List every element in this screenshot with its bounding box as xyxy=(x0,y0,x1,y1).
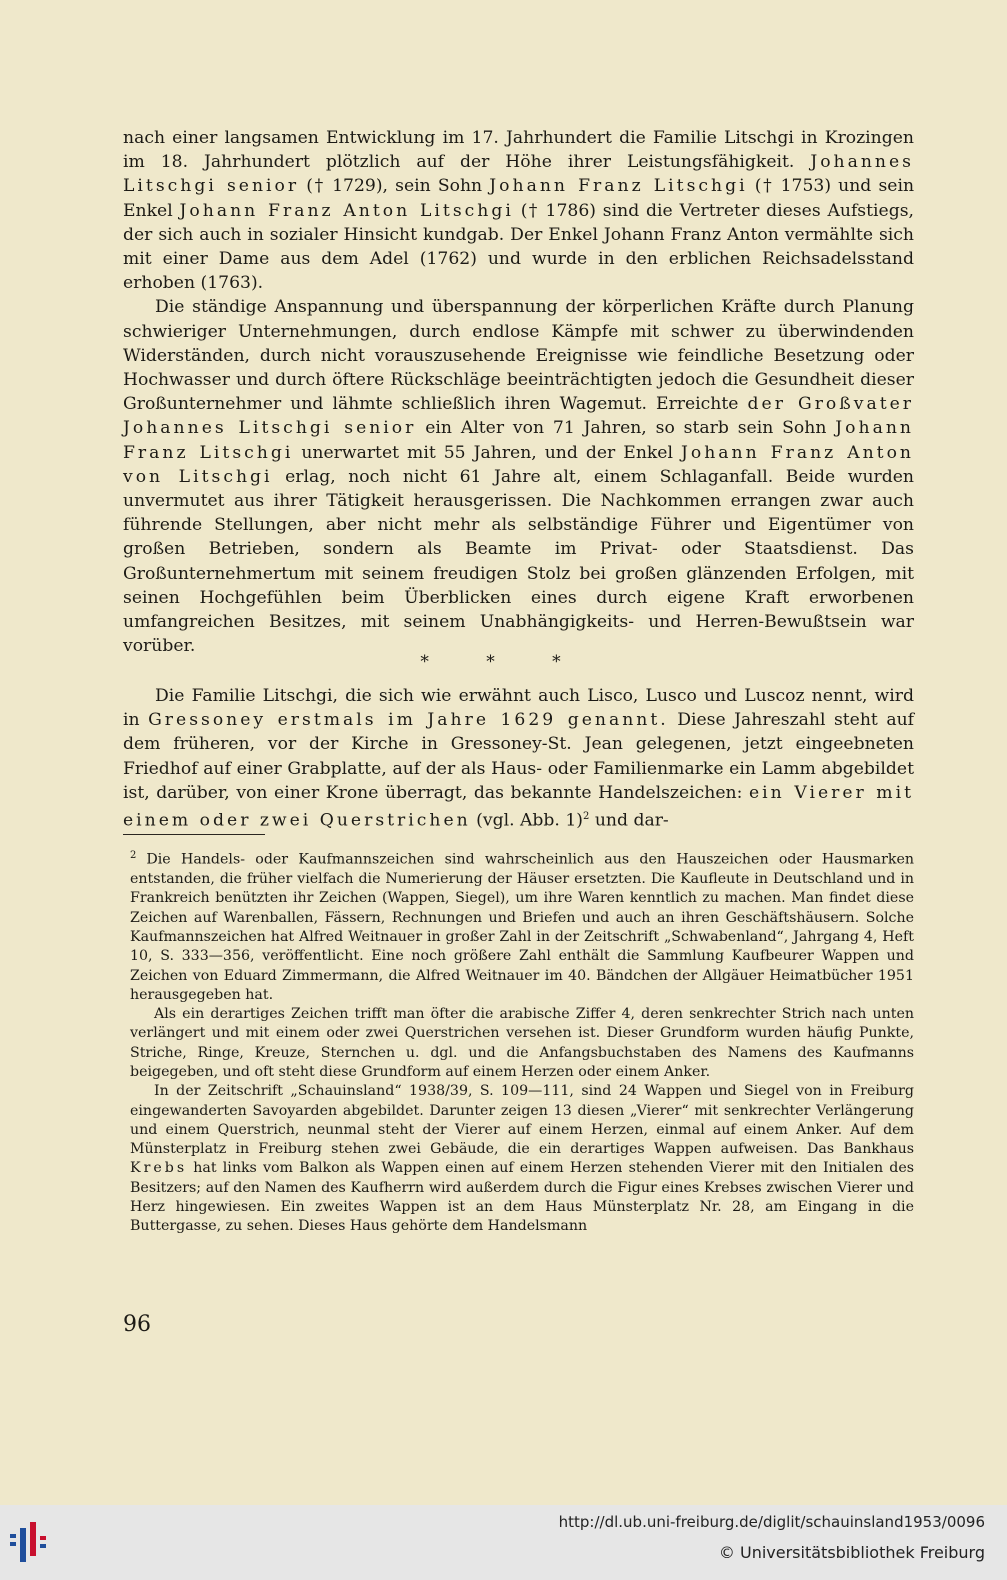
main-text-block-2 xyxy=(123,684,914,833)
footnote: $^2$ Die Handels- oder Kaufmannszeichen sind wahrscheinlich aus den Hauszeichen oder Hausmarken entstanden, die früher vielfach die Numerierung der Häuser ersetzten. Die Kaufleute in Deutschland und in Frankreich benützten ihr Zeichen (Wappen, Siegel), um ihre Waren kenntlich zu machen. Man findet diese Zeichen auf Warenballen, Fässern, Rechnungen und Briefen und auch an ihren Geschäftshäusern. Solche Kaufmannszeichen hat Alfred Weitnauer in großer Zahl in der Zeitschrift „Schwabenland“, Jahrgang 4, Heft 10, S. 333—356, veröffentlicht. Eine noch größere Zahl enthält die Sammlung Kaufbeurer Wappen und Zeichen von Eduard Zimmermann, die Alfred Weitnauer im 40. Bändchen der Allgäuer Heimatbücher 1951 herausgegeben hat. xyxy=(130,850,914,1003)
paragraph: Die ständige Anspannung und überspannung der körperlichen Kräfte durch Planung schwieriger Unternehmungen, durch endlose Kämpfe mit schwer zu überwindenden Widerständen, durch nicht vorauszusehende Ereignisse wie feindliche Besetzung oder Hochwasser und durch öftere Rückschläge beeinträchtigten jedoch die Gesundheit dieser Großunternehmer und lähmte schließlich ihren Wagemut. Erreichte der Großvater Johannes Litschgi senior ein Alter von 71 Jahren, so starb sein Sohn Johann Franz Litschgi unerwartet mit 55 Jahren, und der Enkel Johann Franz Anton von Litschgi erlag, noch nicht 61 Jahre alt, einem Schlaganfall. Beide wurden unvermutet aus ihrer Tätigkeit herausgerissen. Die Nachkommen errangen zwar auch führende Stellungen, aber nicht mehr als selbständige Führer und Eigentümer von großen Betrieben, sondern als Beamte im Privat- oder Staatsdienst. Das Großunternehmertum mit seinem freudigen Stolz bei großen glänzenden Erfolgen, mit seinen Hochgefühlen beim Überblicken eines durch eigene Kraft erworbenen umfangreichen Besitzes, mit seinem Unabhängigkeits- und Herren-Bewußtsein war vorüber. xyxy=(123,297,914,657)
footnote-paragraph: In der Zeitschrift „Schauinsland“ 1938/39, S. 109—111, sind 24 Wappen und Siegel von in Freiburg eingewanderten Savoyarden abgebildet. Darunter zeigen 13 diesen „Vierer“ mit senkrechter Verlängerung und einem Querstrich, neunmal steht der Vierer auf einem Herzen, einmal auf einem Anker. Auf dem Münsterplatz in Freiburg stehen zwei Gebäude, die ein derartiges Wappen aufweisen. Das Bankhaus Krebs hat links vom Balkon als Wappen einen auf einem Herzen stehenden Vierer mit den Initialen des Besitzers; auf den Namen des Kaufherrn wird außerdem durch die Figur eines Krebses zwischen Vierer und Herz hingewiesen. Ein zweites Wappen ist an dem Haus Münsterplatz Nr. 28, am Eingang in die Buttergasse, zu sehen. Dieses Haus gehörte dem Handelsmann xyxy=(130,1083,914,1235)
paragraph: nach einer langsamen Entwicklung im 17. Jahrhundert die Familie Litschgi in Krozingen im 18. Jahrhundert plötzlich auf der Höhe ihrer Leistungsfähigkeit. Johannes Litschgi senior († 1729), sein Sohn Johann Franz Litschgi († 1753) und sein Enkel Johann Franz Anton Litschgi († 1786) sind die Vertreter dieses Aufstiegs, der sich auch in sozialer Hinsicht kundgab. Der Enkel Johann Franz Anton vermählte sich mit einer Dame aus dem Adel (1762) und wurde in den erblichen Reichsadelsstand erhoben (1763). xyxy=(123,128,915,294)
footnotes xyxy=(130,846,914,1237)
main-text-block xyxy=(123,126,914,658)
section-separator: * * * xyxy=(420,652,587,672)
page-number: 96 xyxy=(123,1312,151,1337)
paragraph: Die Familie Litschgi, die sich wie erwähnt auch Lisco, Lusco und Luscoz nennt, wird in Gressoney erstmals im Jahre 1629 genannt. Diese Jahreszahl steht auf dem früheren, vor der Kirche in Gressoney-St. Jean gelegenen, jetzt eingeebneten Friedhof auf einer Grabplatte, auf der als Haus- oder Familienmarke ein Lamm abgebildet ist, darüber, von einer Krone überragt, das bekannte Handelszeichen: ein Vierer mit einem oder zwei Querstrichen (vgl. Abb. 1)$^2$ und dar- xyxy=(123,686,915,831)
page-url[interactable]: http://dl.ub.uni-freiburg.de/diglit/schauinsland1953/0096 xyxy=(558,1513,985,1531)
copyright-notice: © Universitätsbibliothek Freiburg xyxy=(718,1543,985,1562)
footnote-paragraph: Als ein derartiges Zeichen trifft man öfter die arabische Ziffer 4, deren senkrechter Strich nach unten verlängert und mit einem oder zwei Querstrichen versehen ist. Dieser Grundform wurden häufig Punkte, Striche, Ringe, Kreuze, Sternchen u. dgl. und die Anfangsbuchstaben des Namens des Kaufmanns beigegeben, und oft steht diese Grundform auf einem Herzen oder einem Anker. xyxy=(130,1006,914,1080)
footnote-rule xyxy=(123,834,265,835)
ub-freiburg-logo-icon xyxy=(10,1522,60,1562)
